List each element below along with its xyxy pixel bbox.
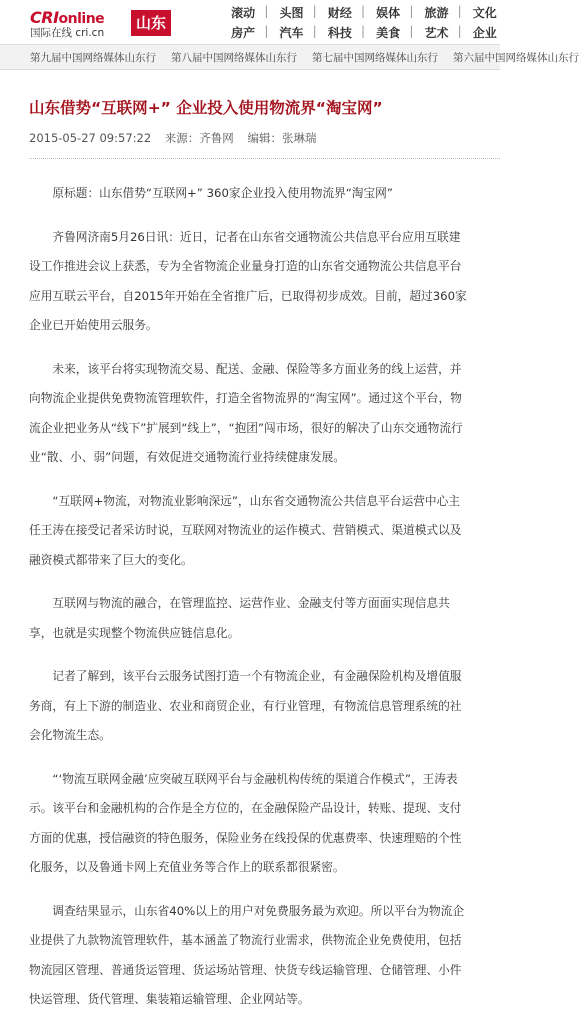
article-editor: 编辑：张琳瑞 xyxy=(247,131,317,145)
editions-bar xyxy=(0,44,579,70)
logo-subtitle: 国际在线 cri.cn xyxy=(30,27,105,39)
nav-item-keji[interactable]: | 科技 xyxy=(316,24,364,41)
article-title: 山东借势“互联网+” 企业投入使用物流界“淘宝网” xyxy=(29,99,383,117)
publish-date: 2015-05-27 09:57:22 xyxy=(29,131,152,145)
edition-link[interactable]: 第七届中国网络媒体山东行 xyxy=(312,51,438,64)
nav-item-toutu[interactable]: | 头图 xyxy=(267,4,315,21)
article-paragraph: 互联网与物流的融合，在管理监控、运营作业、金融支付等方面面实现信息共享，也就是实现整个物流供应链信息化。 xyxy=(29,596,450,640)
article-body xyxy=(29,179,469,1015)
edition-link[interactable]: 第九届中国网络媒体山东行 xyxy=(30,51,156,64)
nav-item-meishi[interactable]: | 美食 xyxy=(364,24,412,41)
nav-item-yishu[interactable]: | 艺术 xyxy=(412,24,460,41)
divider xyxy=(29,158,500,159)
article-paragraph: 记者了解到，该平台云服务试图打造一个有物流企业，有金融保险机构及增值服务商，有上下游的制造业、农业和商贸企业，有行业管理，有物流信息管理系统的社会化物流生态。 xyxy=(29,669,462,742)
edition-link[interactable]: 第六届中国网络媒体山东行 xyxy=(453,51,579,64)
site-header xyxy=(0,0,500,44)
nav-item-gundong[interactable]: 滚动 xyxy=(231,5,256,20)
article-source: 来源：齐鲁网 xyxy=(164,131,234,145)
edition-link[interactable]: 第八届中国网络媒体山东行 xyxy=(171,51,297,64)
site-logo[interactable] xyxy=(30,8,175,38)
region-badge: 山东 xyxy=(131,10,171,36)
article-paragraph: 调查结果显示，山东省40%以上的用户对免费服务最为欢迎。所以平台为物流企业提供了九款物流管理软件，基本涵盖了物流行业需求，供物流企业免费使用，包括物流园区管理、普通货运管理、货运场站管理、快货专线运输管理、仓储管理、小件快运管理、货代管理、集装箱运输管理、企业网站等。 xyxy=(29,903,465,1006)
article-paragraph: 未来，该平台将实现物流交易、配送、金融、保险等多方面业务的线上运营，并向物流企业提供免费物流管理软件，打造全省物流界的“淘宝网”。通过这个平台，物流企业把业务从“线下”扩展到“线上”，“抱团”闯市场，很好的解决了山东交通物流行业“散、小、弱”问题，有效促进交通物流行业持续健康发展。 xyxy=(29,361,463,464)
article-paragraph: “互联网+物流，对物流业影响深远”，山东省交通物流公共信息平台运营中心主任王涛在接受记者采访时说，互联网对物流业的运作模式、营销模式、渠道模式以及融资模式都带来了巨大的变化。 xyxy=(29,493,462,567)
nav-item-lvyou[interactable]: | 旅游 xyxy=(412,4,460,21)
nav-item-wenhua[interactable]: | 文化 xyxy=(461,4,509,21)
article-meta xyxy=(29,130,500,146)
nav-item-yuti[interactable]: | 娱体 xyxy=(364,4,412,21)
nav-row-2 xyxy=(219,22,509,42)
nav-item-caijing[interactable]: | 财经 xyxy=(316,4,364,21)
article-paragraph: “‘物流互联网金融’应突破互联网平台与金融机构传统的渠道合作模式”，王涛表示。该平台和金融机构的合作是全方位的，在金融保险产品设计，转账、提现、支付方面的优惠，授信融资的特色服务，保险业务在线投保的优惠费率、快速理赔的个性化服务，以及鲁通卡网上充值业务等合作上的联系都很紧密。 xyxy=(29,771,462,874)
article-paragraph: 齐鲁网济南5月26日讯：近日，记者在山东省交通物流公共信息平台应用互联建设工作推进会议上获悉，专为全省物流企业量身打造的山东省交通物流公共信息平台应用互联云平台，自2015年开始在全省推广后，已取得初步成效。目前，超过360家企业已开始使用云服务。 xyxy=(29,229,467,332)
nav-item-qiche[interactable]: | 汽车 xyxy=(267,24,315,41)
logo-cri: CRIonline xyxy=(30,8,105,27)
nav-item-fangchan[interactable]: 房产 xyxy=(231,25,256,40)
nav-row-1 xyxy=(219,2,509,22)
nav-item-qiye[interactable]: | 企业 xyxy=(461,24,509,41)
channel-nav xyxy=(219,2,509,42)
article-paragraph: 原标题：山东借势“互联网+” 360家企业投入使用物流界“淘宝网” xyxy=(52,186,393,200)
